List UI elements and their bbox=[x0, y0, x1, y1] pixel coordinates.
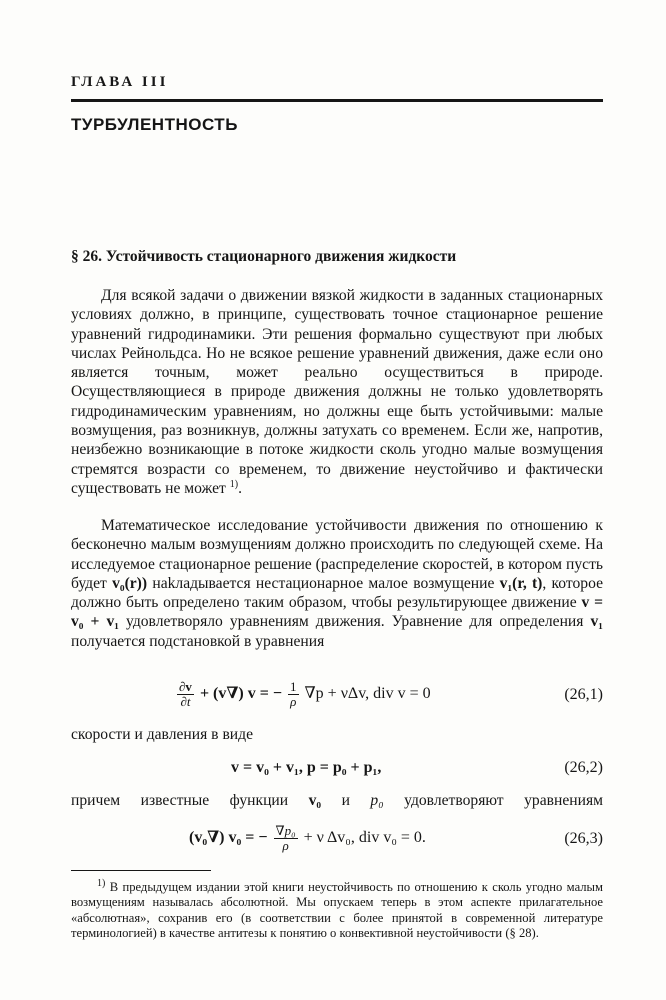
paragraph-2-text-e: получается подстановкой в уравнения bbox=[71, 632, 325, 650]
paragraph-2-text-d: удовлетворяло уравнениям движения. Уравнение для определения bbox=[126, 613, 584, 631]
equation-body: v = v₀ + v₁, p = p₀ + p₁, bbox=[231, 759, 382, 776]
footnote bbox=[71, 877, 603, 942]
fraction-denominator: ρ bbox=[290, 694, 297, 709]
text-line-after-eq1: скорости и давления в виде bbox=[71, 726, 254, 743]
chapter-label: ГЛАВА III bbox=[71, 74, 169, 90]
equation-body bbox=[175, 680, 431, 709]
text-line-after-eq2 bbox=[71, 792, 603, 810]
footnote-ref: 1) bbox=[229, 478, 239, 490]
text-part: причем известные функции bbox=[71, 792, 289, 809]
fraction-numerator: ∂v bbox=[179, 679, 192, 694]
equation-number: (26,2) bbox=[564, 759, 603, 776]
math-v1: v₁ bbox=[590, 613, 603, 631]
math-v0: v₀ bbox=[308, 792, 322, 809]
equation-number: (26,3) bbox=[564, 830, 603, 847]
equation-number: (26,1) bbox=[564, 686, 603, 703]
chapter-title: ТУРБУЛЕНТНОСТЬ bbox=[71, 115, 238, 134]
paragraph-2-text-c: , которое должно быть определено таким образом, чтобы результирующее движение bbox=[71, 574, 604, 612]
math-v-sum: v = v₀ + v₁ bbox=[71, 594, 603, 631]
paragraph-1-text: Для всякой задачи о движении вязкой жидкости в заданных стационарных условиях должно, в принципе, существовать точное стационарное решение уравнений гидродинамики. Эти решения формально существуют при любых числах Рейнольдса. Но не всякое решение уравнений движения, даже если оно является точным, может реально осуществиться в природе. Осуществляющиеся в природе движения должны не только удовлетворять гидродинамическим уравнениям, но должны еще быть устойчивыми: малые возмущения, раз возникнув, должны затухать со временем. Если же, напротив, неизбежно возникающие в потоке жидкости сколь угодно малые возмущения стремятся возрасти со временем, то движение неустойчиво и фактически существовать не может bbox=[71, 287, 603, 497]
fraction bbox=[177, 680, 194, 709]
equation-body bbox=[189, 824, 426, 853]
footnote-text: В предыдущем издании этой книги неустойчивость по отношению к сколь угодно малым возмущениям называлась абсолютной. Мы опускаем теперь в этом аспекте прилагательное «абсолютная», сохранив его (в соответствии с более принятой в современной литературе терминологией) в качестве антитезы к понятию о конвективной неустойчивости (§ 28). bbox=[71, 880, 603, 941]
equation-part: + (v∇) v = − bbox=[199, 685, 282, 703]
paragraph-2-text-b: наkладывается нестационарное малое возмущение bbox=[152, 574, 495, 592]
equation-part: (v₀∇) v₀ = − bbox=[189, 829, 268, 847]
fraction bbox=[288, 680, 299, 709]
paragraph-2 bbox=[71, 516, 603, 651]
equation-26-3 bbox=[71, 824, 603, 858]
paragraph-1 bbox=[71, 286, 603, 498]
footnote-mark: 1) bbox=[97, 877, 106, 889]
equation-part: + ν Δv₀, div v₀ = 0. bbox=[303, 829, 426, 847]
equation-26-2 bbox=[71, 759, 603, 781]
math-v1rt: v₁(r, t) bbox=[499, 574, 543, 592]
fraction-numerator: 1 bbox=[290, 679, 297, 694]
text-part: и bbox=[341, 792, 350, 809]
fraction-denominator: ∂t bbox=[180, 694, 191, 709]
section-title: § 26. Устойчивость стационарного движения жидкости bbox=[71, 248, 457, 265]
footnote-rule bbox=[71, 870, 211, 871]
equation-26-1 bbox=[71, 680, 603, 714]
text-part: удовлетворяют уравнениям bbox=[404, 792, 603, 809]
fraction bbox=[274, 824, 298, 853]
chapter-rule bbox=[71, 99, 603, 102]
paragraph-1-end: . bbox=[238, 479, 243, 497]
equation-part: ∇p + νΔv, div v = 0 bbox=[304, 685, 431, 703]
math-p0: p₀ bbox=[370, 792, 384, 809]
math-v0r: v₀(r)) bbox=[112, 574, 148, 592]
fraction-numerator: ∇p₀ bbox=[275, 823, 296, 838]
fraction-denominator: ρ bbox=[282, 838, 289, 853]
paragraph-2-text-a: Математическое исследование устойчивости движения по отношению к бесконечно малым возмущениям должно происходить по следующей схеме. На исследуемое стационарное решение (распределение скоростей, в котором пусть будет bbox=[71, 517, 603, 592]
